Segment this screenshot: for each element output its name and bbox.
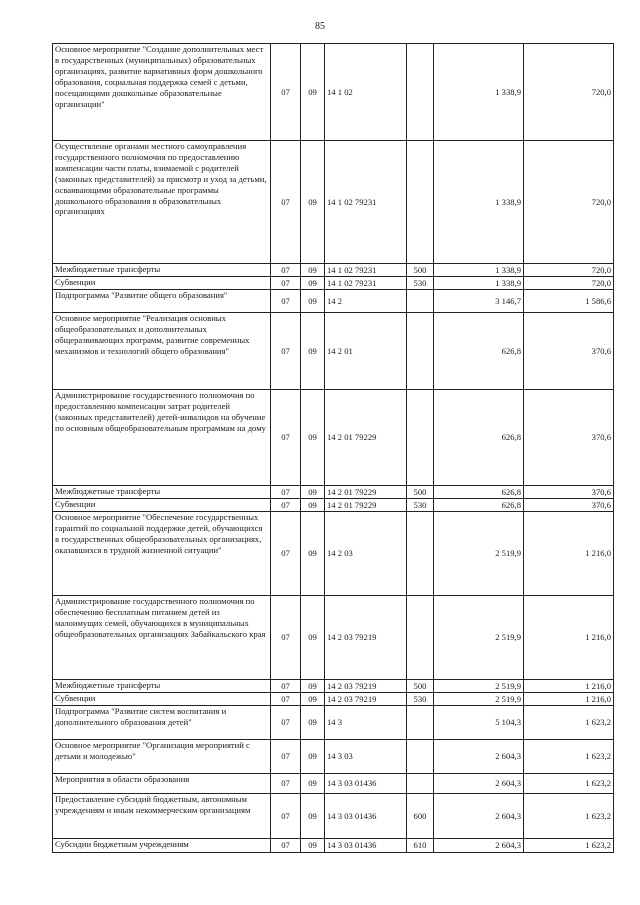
row-section: 07 [271,596,301,680]
row-target-code: 14 1 02 79231 [325,141,407,264]
row-expense-type: 600 [407,794,434,839]
row-subsection: 09 [301,264,325,277]
row-section: 07 [271,499,301,512]
row-name: Основное мероприятие "Создание дополнительных мест в государственных (муниципальных) образовательных организациях, развитие вариативных форм дошкольного образования, социальная поддержка семей с детьми, посещающими дошкольные образовательные организации" [53,44,271,141]
row-expense-type [407,313,434,390]
row-subsection: 09 [301,839,325,853]
table-row [53,313,614,390]
row-target-code: 14 3 03 01436 [325,839,407,853]
row-section: 07 [271,740,301,774]
row-sum-2: 1 623,2 [524,740,614,774]
table-row [53,499,614,512]
table-row [53,290,614,313]
row-target-code: 14 3 [325,706,407,740]
row-sum-2: 370,6 [524,486,614,499]
row-subsection: 09 [301,141,325,264]
table-row [53,390,614,486]
row-name: Подпрограмма "Развитие общего образования" [53,290,271,313]
row-expense-type: 530 [407,499,434,512]
row-expense-type [407,596,434,680]
row-target-code: 14 2 01 79229 [325,486,407,499]
row-sum-2: 720,0 [524,44,614,141]
row-expense-type [407,706,434,740]
row-expense-type [407,512,434,596]
row-sum-1: 2 604,3 [434,740,524,774]
row-section: 07 [271,277,301,290]
row-subsection: 09 [301,290,325,313]
row-target-code: 14 2 [325,290,407,313]
row-sum-1: 2 519,9 [434,512,524,596]
row-expense-type [407,774,434,794]
row-expense-type [407,290,434,313]
row-section: 07 [271,264,301,277]
row-name: Субсидии бюджетным учреждениям [53,839,271,853]
row-sum-2: 1 216,0 [524,596,614,680]
row-name: Осуществление органами местного самоуправления государственного полномочия по предоставлению компенсации части платы, взимаемой с родителей (законных представителей) за присмотр и уход за детьми, осваивающими образовательные программы дошкольного образования в образовательных организациях [53,141,271,264]
row-subsection: 09 [301,680,325,693]
row-sum-1: 2 519,9 [434,693,524,706]
row-section: 07 [271,390,301,486]
table-row [53,839,614,853]
row-section: 07 [271,486,301,499]
table-row [53,596,614,680]
row-target-code: 14 1 02 79231 [325,264,407,277]
row-sum-1: 2 604,3 [434,839,524,853]
table-row [53,277,614,290]
row-section: 07 [271,693,301,706]
row-subsection: 09 [301,277,325,290]
row-sum-2: 1 216,0 [524,512,614,596]
table-row [53,680,614,693]
row-section: 07 [271,794,301,839]
row-name: Основное мероприятие "Организация мероприятий с детьми и молодежью" [53,740,271,774]
row-target-code: 14 2 03 79219 [325,680,407,693]
row-name: Межбюджетные трансферты [53,486,271,499]
table-row [53,264,614,277]
table-row [53,44,614,141]
row-expense-type: 500 [407,680,434,693]
row-name: Межбюджетные трансферты [53,264,271,277]
row-sum-2: 1 623,2 [524,706,614,740]
row-name: Подпрограмма "Развитие систем воспитания и дополнительного образования детей" [53,706,271,740]
row-sum-1: 2 604,3 [434,794,524,839]
row-sum-2: 1 216,0 [524,693,614,706]
row-sum-1: 626,8 [434,499,524,512]
row-target-code: 14 2 03 79219 [325,596,407,680]
row-expense-type [407,44,434,141]
row-sum-2: 1 623,2 [524,839,614,853]
row-sum-2: 370,6 [524,390,614,486]
table-row [53,794,614,839]
table-row [53,774,614,794]
row-sum-1: 2 519,9 [434,680,524,693]
row-name: Субвенции [53,693,271,706]
row-expense-type [407,390,434,486]
row-sum-1: 1 338,9 [434,141,524,264]
row-subsection: 09 [301,44,325,141]
table-row [53,740,614,774]
row-subsection: 09 [301,499,325,512]
row-subsection: 09 [301,794,325,839]
table-row [53,693,614,706]
row-target-code: 14 2 01 79229 [325,499,407,512]
row-sum-2: 1 623,2 [524,774,614,794]
row-sum-2: 1 623,2 [524,794,614,839]
row-subsection: 09 [301,774,325,794]
row-expense-type: 530 [407,693,434,706]
budget-table [52,43,614,853]
row-sum-1: 1 338,9 [434,264,524,277]
row-target-code: 14 1 02 79231 [325,277,407,290]
row-section: 07 [271,512,301,596]
row-expense-type [407,141,434,264]
row-sum-1: 1 338,9 [434,44,524,141]
row-subsection: 09 [301,706,325,740]
row-name: Основное мероприятие "Реализация основных общеобразовательных и дополнительных общеразвивающих программ, развитие современных механизмов и технологий общего образования" [53,313,271,390]
row-sum-1: 2 519,9 [434,596,524,680]
row-section: 07 [271,290,301,313]
row-expense-type: 500 [407,264,434,277]
row-section: 07 [271,44,301,141]
table-row [53,512,614,596]
row-target-code: 14 3 03 01436 [325,794,407,839]
row-subsection: 09 [301,596,325,680]
row-target-code: 14 3 03 01436 [325,774,407,794]
row-sum-1: 626,8 [434,486,524,499]
row-target-code: 14 2 03 79219 [325,693,407,706]
row-name: Мероприятия в области образования [53,774,271,794]
row-sum-2: 1 216,0 [524,680,614,693]
row-expense-type: 500 [407,486,434,499]
row-subsection: 09 [301,390,325,486]
row-sum-2: 720,0 [524,141,614,264]
row-subsection: 09 [301,740,325,774]
row-name: Предоставление субсидий бюджетным, автономным учреждениям и иным некоммерческим организациям [53,794,271,839]
row-name: Субвенции [53,277,271,290]
row-expense-type [407,740,434,774]
row-expense-type: 530 [407,277,434,290]
row-name: Основное мероприятие "Обеспечение государственных гарантий по социальной поддержке детей, обучающихся в государственных общеобразовательных организациях, оказавшихся в трудной жизненной ситуации" [53,512,271,596]
row-sum-1: 3 146,7 [434,290,524,313]
row-section: 07 [271,706,301,740]
row-expense-type: 610 [407,839,434,853]
table-row [53,706,614,740]
row-target-code: 14 2 03 [325,512,407,596]
row-subsection: 09 [301,512,325,596]
row-sum-2: 370,6 [524,313,614,390]
row-name: Субвенции [53,499,271,512]
row-sum-1: 626,8 [434,313,524,390]
row-subsection: 09 [301,313,325,390]
row-section: 07 [271,141,301,264]
row-subsection: 09 [301,486,325,499]
row-target-code: 14 1 02 [325,44,407,141]
page-number: 85 [315,21,325,32]
row-name: Администрирование государственного полномочия по обеспечению бесплатным питанием детей из малоимущих семей, обучающихся в муниципальных общеобразовательных организациях Забайкальского края [53,596,271,680]
row-section: 07 [271,839,301,853]
row-section: 07 [271,680,301,693]
row-sum-1: 626,8 [434,390,524,486]
row-target-code: 14 2 01 [325,313,407,390]
row-sum-2: 370,6 [524,499,614,512]
table-row [53,141,614,264]
row-sum-1: 2 604,3 [434,774,524,794]
table-row [53,486,614,499]
row-target-code: 14 2 01 79229 [325,390,407,486]
row-target-code: 14 3 03 [325,740,407,774]
row-sum-1: 1 338,9 [434,277,524,290]
row-section: 07 [271,774,301,794]
row-section: 07 [271,313,301,390]
row-name: Межбюджетные трансферты [53,680,271,693]
row-sum-1: 5 104,3 [434,706,524,740]
row-sum-2: 720,0 [524,264,614,277]
row-sum-2: 1 586,6 [524,290,614,313]
row-subsection: 09 [301,693,325,706]
row-name: Администрирование государственного полномочия по предоставлению компенсации затрат родителей (законных представителей) детей-инвалидов на обучение по основным общеобразовательным программам на дому [53,390,271,486]
row-sum-2: 720,0 [524,277,614,290]
